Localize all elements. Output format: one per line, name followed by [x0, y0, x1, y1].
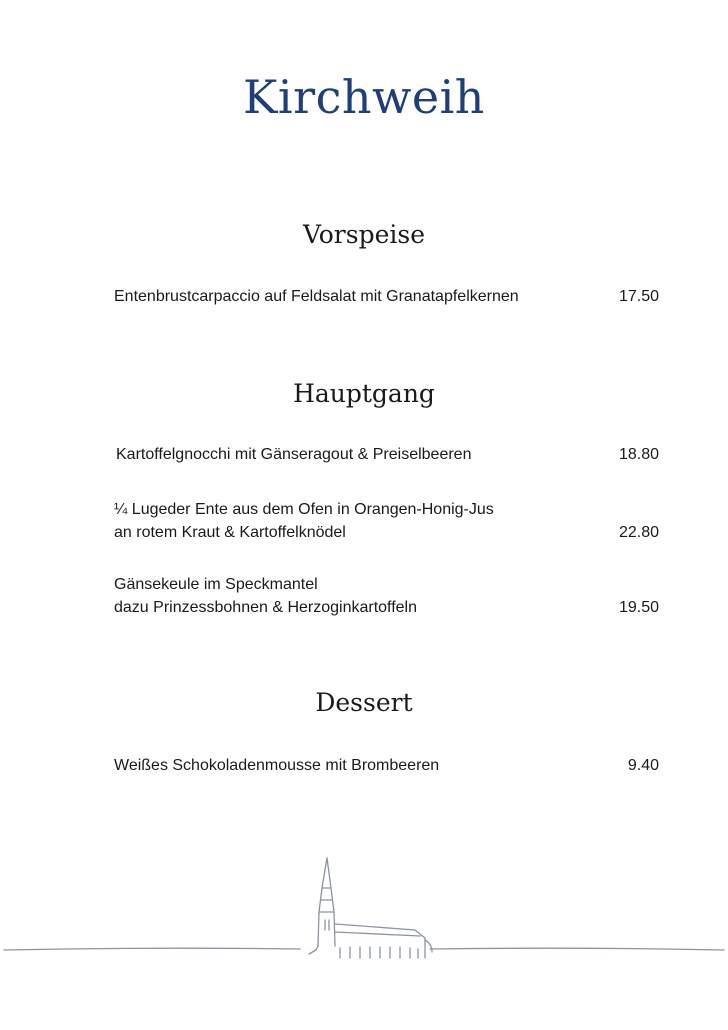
section-title-vorspeise: Vorspeise	[302, 220, 425, 249]
item-description	[114, 498, 659, 544]
menu-item	[116, 443, 659, 466]
menu-item	[114, 285, 659, 308]
item-description	[114, 573, 659, 619]
menu-item	[114, 573, 659, 619]
item-description-line: ¼ Lugeder Ente aus dem Ofen in Orangen-Honig-Jus	[114, 501, 494, 518]
item-description	[116, 443, 659, 466]
item-description	[114, 285, 659, 308]
item-description-line: Entenbrustcarpaccio auf Feldsalat mit Granatapfelkernen	[114, 288, 519, 305]
item-description	[114, 754, 659, 777]
item-description-line: Weißes Schokoladenmousse mit Brombeeren	[114, 757, 440, 774]
item-description-line: Kartoffelgnocchi mit Gänseragout & Preiselbeeren	[116, 446, 472, 463]
section-title-dessert: Dessert	[315, 688, 413, 717]
church-silhouette-icon	[0, 850, 728, 970]
item-price: 9.40	[627, 757, 659, 774]
page-title: Kirchweih	[243, 70, 485, 124]
item-price: 22.80	[618, 524, 659, 541]
menu-item	[114, 498, 659, 544]
item-description-line: an rotem Kraut & Kartoffelknödel	[114, 524, 346, 541]
item-description-line: dazu Prinzessbohnen & Herzoginkartoffeln	[114, 599, 417, 616]
section-title-hauptgang: Hauptgang	[293, 379, 435, 408]
item-price: 18.80	[618, 446, 659, 463]
item-price: 17.50	[618, 288, 659, 305]
item-price: 19.50	[618, 599, 659, 616]
menu-item	[114, 754, 659, 777]
item-description-line: Gänsekeule im Speckmantel	[114, 576, 318, 593]
